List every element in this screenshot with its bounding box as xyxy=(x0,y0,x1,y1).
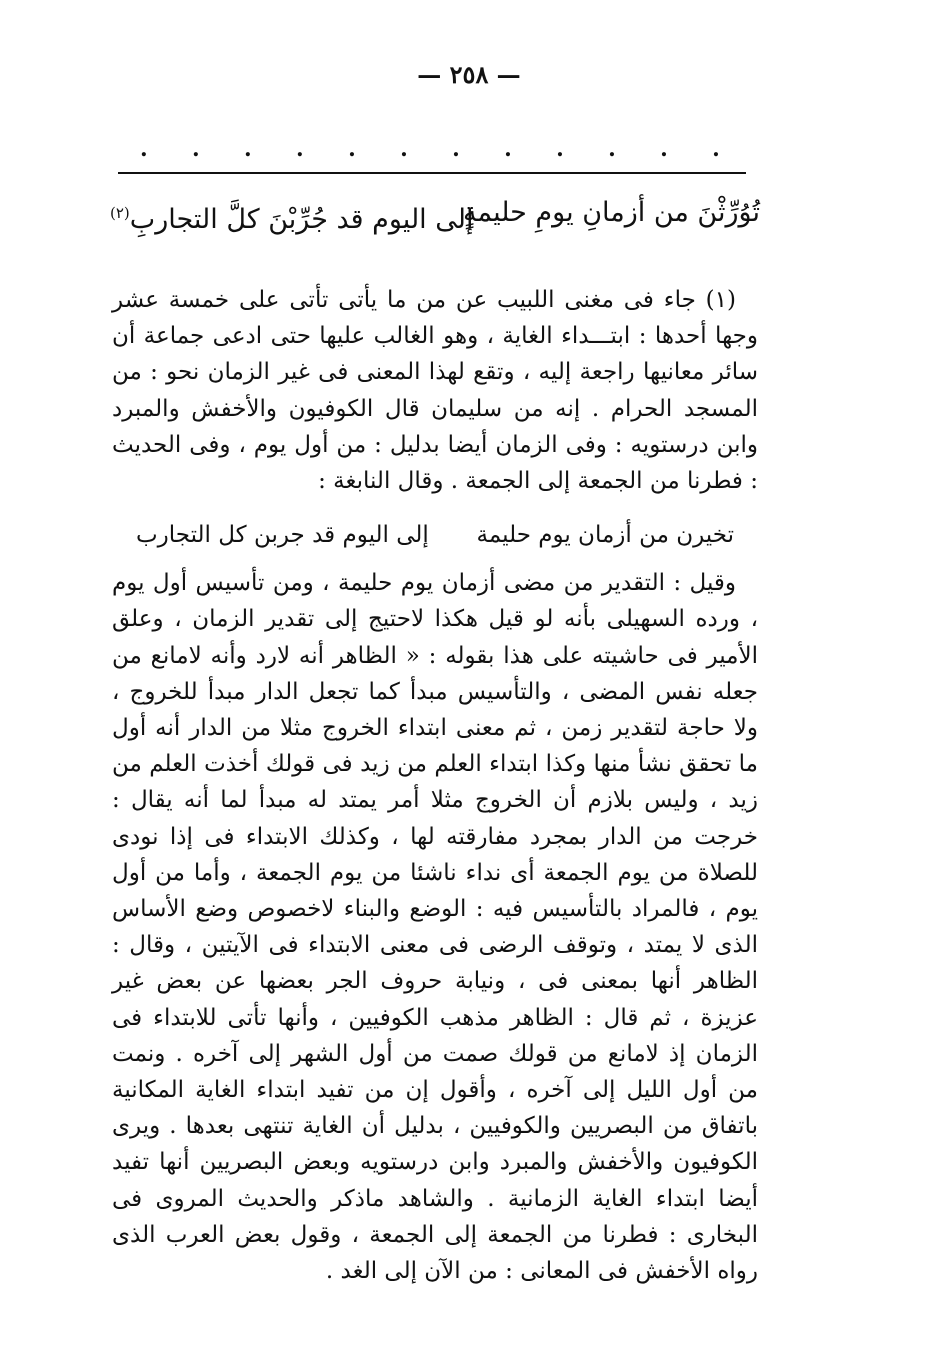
quoted-verse-first: تخيرن من أزمان يوم حليمة xyxy=(476,522,734,549)
ellipsis-dots: . . . . . . . . . . . . xyxy=(140,136,720,162)
page-number: — ٢٥٨ — xyxy=(417,60,521,89)
poem-verse xyxy=(110,188,760,242)
quoted-verse xyxy=(112,513,758,561)
footnote-body: وقيل : التقدير من مضى أزمان يوم حليمة ، ومن تأسيس أول يوم ، ورده السهيلى بأنه لو قيل هكذا لاحتيج إلى تقدير الزمان ، وعلق الأمير فى حاشيته على هذا بقوله : « الظاهر أنه لارد وأنه لامانع من جعله نفس المضى ، والتأسيس مبدأ كما تجعل الدار مبدأ للخروج ، ولا حاجة لتقدير زمن ، ثم معنى ابتداء الخروج مثلا من الدار أنه أول ما تحقق نشأ منها وكذا ابتداء العلم من زيد فى قولك أخذت العلم من زيد ، وليس بلازم أن الخروج مثلا أمر يمتد له مبدأ لما أنه يقال : خرجت من الدار بمجرد مفارقته لها ، وكذلك الابتداء فى إذا نودى للصلاة من يوم الجمعة أى نداء ناشئا من يوم الجمعة ، وأما من أول يوم ، فالمراد بالتأسيس فيه : الوضع والبناء لاخصوص وضع الأساس الذى لا يمتد ، وتوقف الرضى فى معنى الابتداء فى الآيتين ، وقال : الظاهر أنها بمعنى فى ، ونيابة حروف الجر بعضها عن بعض غير عزيزة ، ثم قال : الظاهر مذهب الكوفيين ، وأنها تأتى للابتداء فى الزمان إذ لامانع من قولك صمت من أول الشهر إلى آخره . ونمت من أول الليل إلى آخره ، وأقول إن من تفيد ابتداء الغاية المكانية باتفاق من البصريين والكوفيين ، بدليل أن الغاية تنتهى بعدها . ويرى الكوفيون والأخفش والمبرد وابن درستويه وبعض البصريين أنها تفيد أيضا ابتداء الغاية الزمانية . والشاهد ماذكر والحديث المروى فى البخارى : فطرنا من الجمعة إلى الجمعة ، وقول بعض العرب الذى رواه الأخفش فى المعانى : من الآن إلى الغد . xyxy=(112,570,758,1285)
footnote-reference: (٢) xyxy=(110,204,130,222)
quoted-verse-second: إلى اليوم قد جربن كل التجارب xyxy=(136,522,429,549)
verse-first-hemistich: تُوُرِّثْنَ من أزمانِ يومِ حليمةٍ xyxy=(462,197,760,228)
verse-second-hemistich-text: إلى اليوم قد جُرِّبْنَ كلَّ التجاربِ xyxy=(129,204,474,235)
footnote-intro: (١) جاء فى مغنى اللبيب عن من ما يأتى تأتى على خمسة عشر وجها أحدها : ابتـــداء الغاية ، وهو الغالب عليها حتى ادعى جماعة أن سائر معانيها راجعة إليه ، وتقع لهذا المعنى فى غير الزمان نحو : من المسجد الحرام . إنه من سليمان قال الكوفيون والأخفش والمبرد وابن درستويه : وفى الزمان أيضا بدليل : من أول يوم ، وفى الحديث : فطرنا من الجمعة إلى الجمعة . وقال النابغة : xyxy=(112,287,758,495)
footnote-block xyxy=(112,282,758,1289)
verse-second-hemistich xyxy=(110,188,474,245)
separator-rule xyxy=(118,172,746,174)
